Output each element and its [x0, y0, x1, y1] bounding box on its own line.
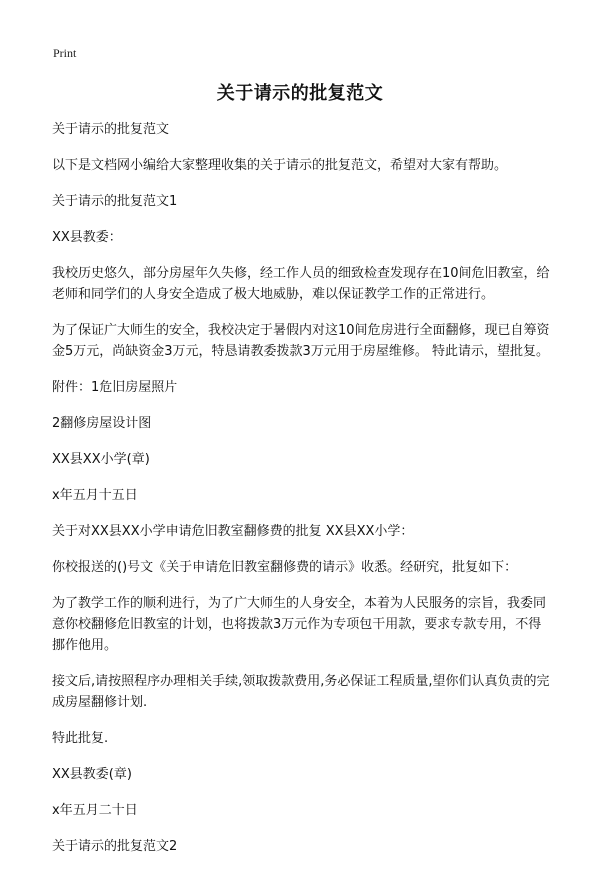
paragraph-reply-body-2: 接文后,请按照程序办理相关手续,领取拨款费用,务必保证工程质量,望你们认真负责的完成房屋翻修计划. [52, 674, 550, 710]
paragraph-date-1: x年五月十五日 [52, 488, 138, 503]
paragraph-reply-body-1: 为了教学工作的顺利进行，为了广大师生的人身安全，本着为人民服务的宗旨，我委同意你校翻修危旧教室的计划，也将拨款3万元作为专项包干用款，要求专款专用，不得挪作他用。 [52, 596, 547, 653]
paragraph-signature-school: XX县XX小学(章) [52, 452, 150, 467]
document-body [52, 119, 552, 872]
paragraph-signature-board: XX县教委(章) [52, 767, 132, 782]
paragraph-reply-heading: 关于对XX县XX小学申请危旧教室翻修费的批复 XX县XX小学： [52, 524, 414, 539]
paragraph-body-2: 为了保证广大师生的安全，我校决定于暑假内对这10间危房进行全面翻修，现已自筹资金5万元，尚缺资金3万元，特恳请教委拨款3万元用于房屋维修。 特此请示，望批复。 [52, 323, 550, 359]
paragraph-date-2: x年五月二十日 [52, 803, 138, 818]
paragraph-attachment-2: 2翻修房屋设计图 [52, 416, 152, 431]
paragraph-reply-intro: 你校报送的()号文《关于申请危旧教室翻修费的请示》收悉。经研究，批复如下： [52, 560, 518, 575]
paragraph-section-2: 关于请示的批复范文2 [52, 839, 178, 854]
paragraph-heading: 关于请示的批复范文 [52, 122, 170, 137]
print-link[interactable]: Print [53, 46, 77, 60]
paragraph-attachment-1: 附件：1危旧房屋照片 [52, 380, 178, 395]
page-title: 关于请示的批复范文 [216, 83, 384, 104]
paragraph-intro: 以下是文档网小编给大家整理收集的关于请示的批复范文，希望对大家有帮助。 [52, 158, 508, 173]
paragraph-section-1: 关于请示的批复范文1 [52, 194, 178, 209]
paragraph-body-1: 我校历史悠久，部分房屋年久失修，经工作人员的细致检查发现存在10间危旧教室，给老师和同学们的人身安全造成了极大地威胁，难以保证教学工作的正常进行。 [52, 266, 550, 302]
paragraph-reply-closing: 特此批复. [52, 731, 109, 746]
paragraph-salutation: XX县教委： [52, 230, 122, 245]
